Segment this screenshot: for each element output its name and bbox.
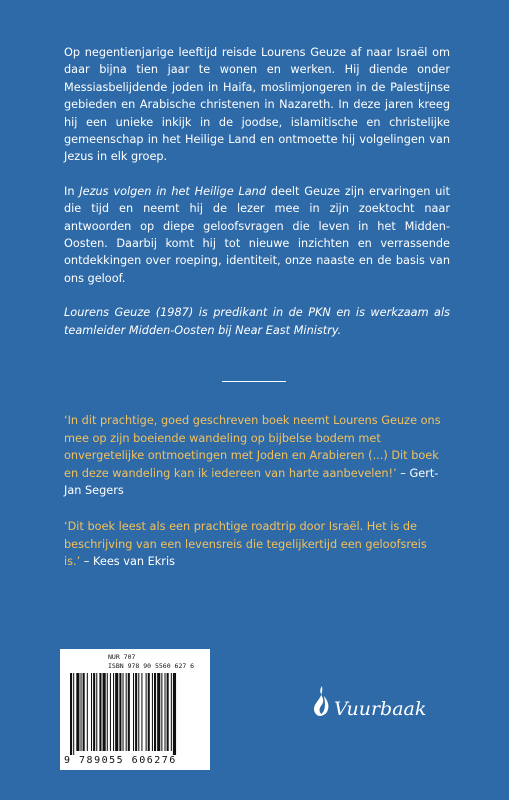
blurb-p2-intro: In [64, 184, 80, 198]
ean-number: 9 789055 606276 [64, 755, 177, 766]
endorsements [64, 412, 444, 589]
barcode-icon [70, 673, 202, 755]
endorsement-2 [64, 518, 444, 571]
barcode-box [60, 649, 210, 770]
author-bio-text: Lourens Geuze (1987) is predikant in de PKN en is werkzaam als teamleider Midden-Oosten bij Near East Ministry. [64, 306, 450, 337]
endorsement-2-text: ‘Dit boek leest als een prachtige roadtrip door Israël. Het is de beschrijving van een levensreis die tegelijkertijd een geloofsreis is.’ [64, 519, 427, 569]
publisher-logo [312, 684, 462, 724]
endorsement-1-author: – Gert-Jan Segers [64, 466, 439, 498]
endorsement-1-text: ‘In dit prachtige, goed geschreven boek neemt Lourens Geuze ons mee op zijn boeiende wandeling op bijbelse bodem met onvergetelijke ontmoetingen met Joden en Arabieren (...) Dit boek en deze wandeling kan ik iedereen van harte aanbevelen!’ [64, 414, 441, 480]
endorsement-1 [64, 412, 444, 500]
publisher-name: Vuurbaak [334, 698, 427, 720]
nur-code: NUR 707 [108, 653, 136, 661]
blurb [64, 44, 450, 356]
blurb-p2-body: deelt Geuze zijn ervaringen uit die tijd en neemt hij de lezer mee in zijn zoektocht naar antwoorden op diepe geloofsvragen die leven in het Midden-Oosten. Daarbij komt hij tot nieuwe inzichten en verrassende ontdekkingen over roeping, identiteit, onze naaste en de basis van ons geloof. [64, 184, 450, 285]
author-bio [64, 304, 450, 339]
divider [222, 381, 286, 382]
isbn-number: ISBN 978 90 5560 627 6 [108, 662, 195, 670]
book-title: Jezus volgen in het Heilige Land [79, 184, 267, 198]
flame-icon [312, 684, 332, 722]
blurb-paragraph-1: Op negentienjarige leeftijd reisde Lourens Geuze af naar Israël om daar bijna tien jaar te wonen en werken. Hij diende onder Messiasbelijdende joden in Haifa, moslimjongeren in de Palestijnse gebieden en Arabische christenen in Nazareth. In deze jaren kreeg hij een unieke inkijk in de joodse, islamitische en christelijke gemeenschap in het Heilige Land en ontmoette hij volgelingen van Jezus in elk groep. [64, 46, 450, 164]
blurb-paragraph-2 [64, 183, 450, 287]
endorsement-2-author: – Kees van Ekris [80, 555, 175, 569]
